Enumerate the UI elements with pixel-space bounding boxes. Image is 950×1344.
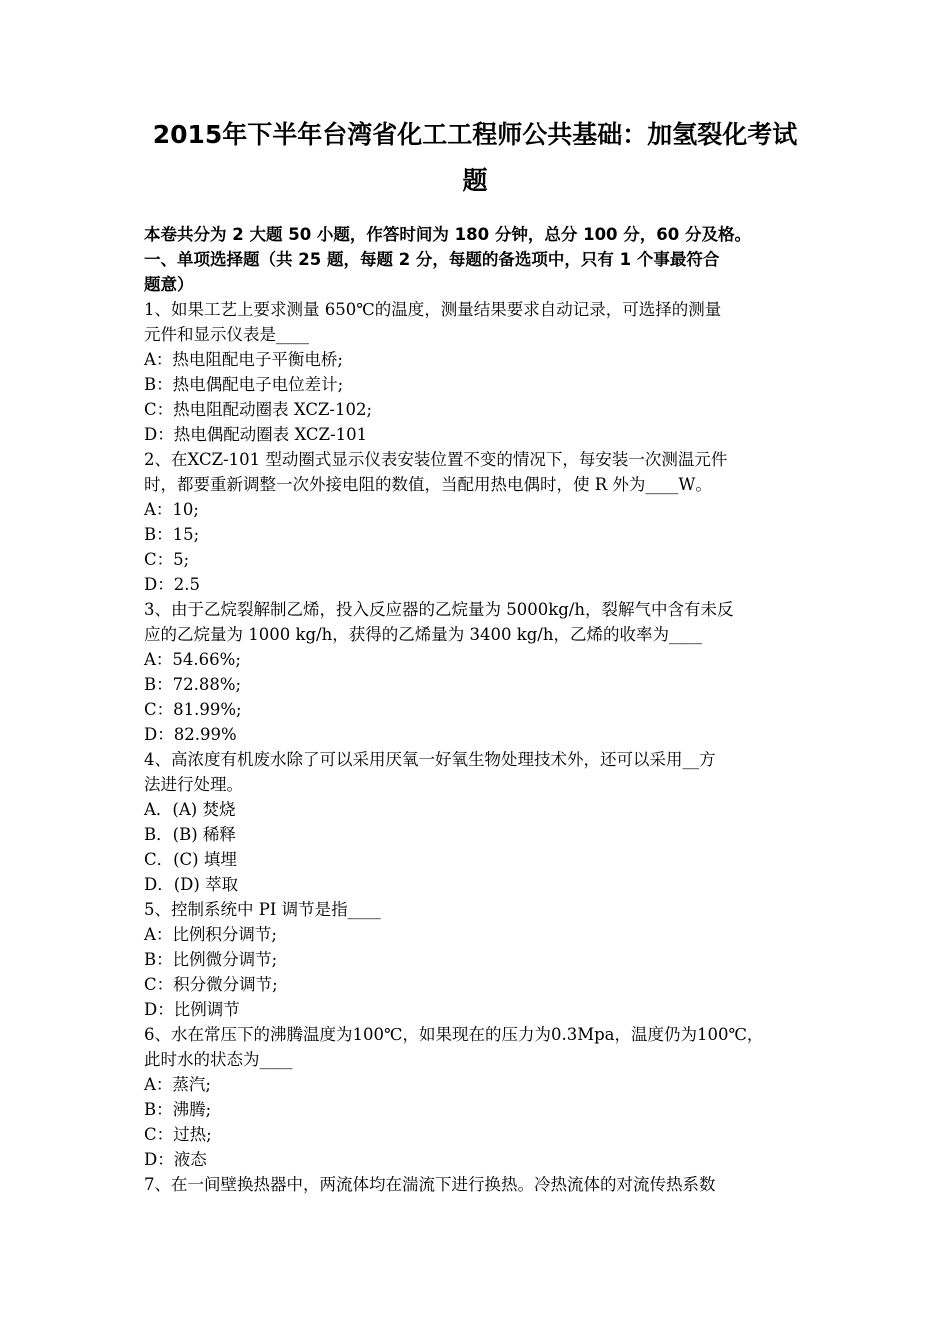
answer-option: B：72.88%; <box>144 675 242 694</box>
answer-option: A：比例积分调节; <box>144 925 277 944</box>
question-item <box>144 897 812 1022</box>
question-text-line: 时，都要重新调整一次外接电阻的数值，当配用热电偶时，使 R 外为____W。 <box>144 475 712 494</box>
question-item <box>144 747 812 897</box>
answer-option: C．(C) 填埋 <box>144 850 237 869</box>
title-line-2: 题 <box>462 166 488 195</box>
answer-option: D：2.5 <box>144 575 200 594</box>
question-text-line: 7、在一间壁换热器中，两流体均在湍流下进行换热。冷热流体的对流传热系数 <box>144 1175 716 1194</box>
answer-option: A．(A) 焚烧 <box>144 800 236 819</box>
question-text-line: 此时水的状态为____ <box>144 1050 293 1069</box>
answer-option: D：82.99% <box>144 725 237 744</box>
question-text-line: 元件和显示仪表是____ <box>144 325 309 344</box>
answer-option: C：过热; <box>144 1125 212 1144</box>
answer-option: B：比例微分调节; <box>144 950 278 969</box>
answer-option: A：10; <box>144 500 199 519</box>
question-item <box>144 1022 812 1172</box>
section-heading-line-2: 题意） <box>144 275 194 294</box>
answer-option: B：热电偶配电子电位差计; <box>144 375 344 394</box>
question-text-line: 6、水在常压下的沸腾温度为100℃，如果现在的压力为0.3Mpa，温度仍为100℃， <box>144 1025 764 1044</box>
question-item <box>144 297 812 447</box>
answer-option: D：比例调节 <box>144 1000 240 1019</box>
answer-option: A：54.66%; <box>144 650 241 669</box>
answer-option: D．(D) 萃取 <box>144 875 239 894</box>
answer-option: C：热电阻配动圈表 XCZ-102; <box>144 400 373 419</box>
question-text-line: 4、高浓度有机废水除了可以采用厌氧一好氧生物处理技术外，还可以采用__方 <box>144 750 716 769</box>
answer-option: C：81.99%; <box>144 700 242 719</box>
question-text-line: 1、如果工艺上要求测量 650℃的温度，测量结果要求自动记录，可选择的测量 <box>144 300 722 319</box>
question-text-line: 2、在XCZ-101 型动圈式显示仪表安装位置不变的情况下，每安装一次测温元件 <box>144 450 728 469</box>
question-text-line: 应的乙烷量为 1000 kg/h，获得的乙烯量为 3400 kg/h，乙烯的收率为____ <box>144 625 702 644</box>
question-list <box>144 297 812 1197</box>
question-text-line: 5、控制系统中 PI 调节是指____ <box>144 900 381 919</box>
question-item <box>144 597 812 747</box>
title-line-1: 2015年下半年台湾省化工工程师公共基础：加氢裂化考试 <box>152 120 798 149</box>
answer-option: C：积分微分调节; <box>144 975 278 994</box>
answer-option: A：蒸汽; <box>144 1075 211 1094</box>
answer-option: D：热电偶配动圈表 XCZ-101 <box>144 425 368 444</box>
answer-option: B．(B) 稀释 <box>144 825 236 844</box>
answer-option: B：沸腾; <box>144 1100 212 1119</box>
exam-intro: 本卷共分为 2 大题 50 小题，作答时间为 180 分钟，总分 100 分，60 分及格。 <box>144 225 751 244</box>
answer-option: B：15; <box>144 525 200 544</box>
question-item <box>144 447 812 597</box>
question-item <box>144 1172 812 1197</box>
document-body <box>144 222 812 1197</box>
answer-option: C：5; <box>144 550 190 569</box>
document-title <box>0 112 950 204</box>
question-text-line: 3、由于乙烷裂解制乙烯，投入反应器的乙烷量为 5000kg/h，裂解气中含有未反 <box>144 600 734 619</box>
section-heading-line-1: 一、单项选择题（共 25 题，每题 2 分，每题的备选项中，只有 1 个事最符合 <box>144 250 720 269</box>
answer-option: D：液态 <box>144 1150 207 1169</box>
answer-option: A：热电阻配电子平衡电桥; <box>144 350 343 369</box>
question-text-line: 法进行处理。 <box>144 775 243 794</box>
